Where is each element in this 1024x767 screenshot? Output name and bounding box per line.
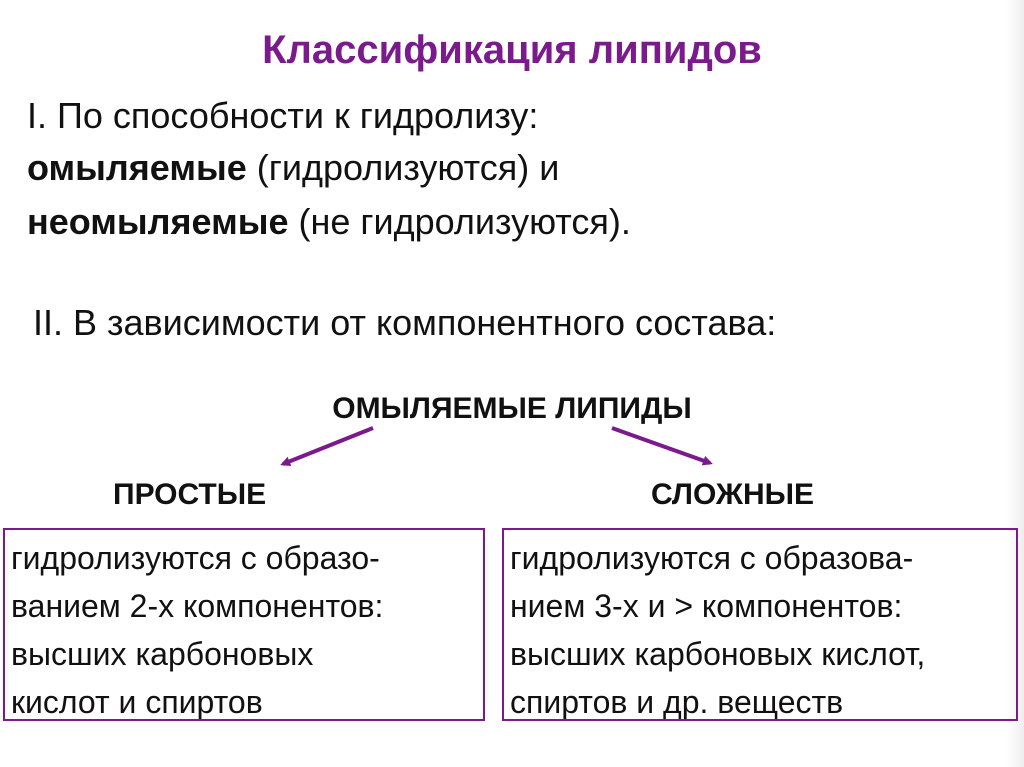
complex-line-4: спиртов и др. веществ [510,684,844,720]
simple-line-3: высших карбоновых [11,636,314,672]
saponifiable-term: омыляемые [27,147,247,188]
complex-line-2: нием 3-х и > компонентов: [510,588,903,624]
complex-line-3: высших карбоновых кислот, [510,636,926,672]
complex-line-1: гидролизуются с образова- [510,540,914,576]
simple-lipids-label: ПРОСТЫЕ [113,478,267,511]
arrow-to-simple [283,428,373,464]
slide-title: Классификация липидов [262,28,762,72]
simple-line-1: гидролизуются с образо- [11,540,380,576]
simple-line-4: кислот и спиртов [11,684,263,720]
complex-lipids-label: СЛОЖНЫЕ [651,478,815,511]
section1-heading: I. По способности к гидролизу: [27,95,539,136]
complex-lipids-box [502,528,1018,721]
section1-unsaponifiable [27,201,631,242]
saponifiable-note: (гидролизуются) и [246,147,560,188]
unsaponifiable-term: неомыляемые [27,201,289,242]
section1-saponifiable [27,147,560,188]
unsaponifiable-note: (не гидролизуются). [288,201,631,242]
arrow-to-complex [612,428,710,463]
simple-lipids-box [3,528,485,721]
diagram-root-label: ОМЫЛЯЕМЫЕ ЛИПИДЫ [332,392,692,425]
simple-line-2: ванием 2-х компонентов: [11,588,384,624]
section2-heading: II. В зависимости от компонентного состава: [33,302,777,343]
